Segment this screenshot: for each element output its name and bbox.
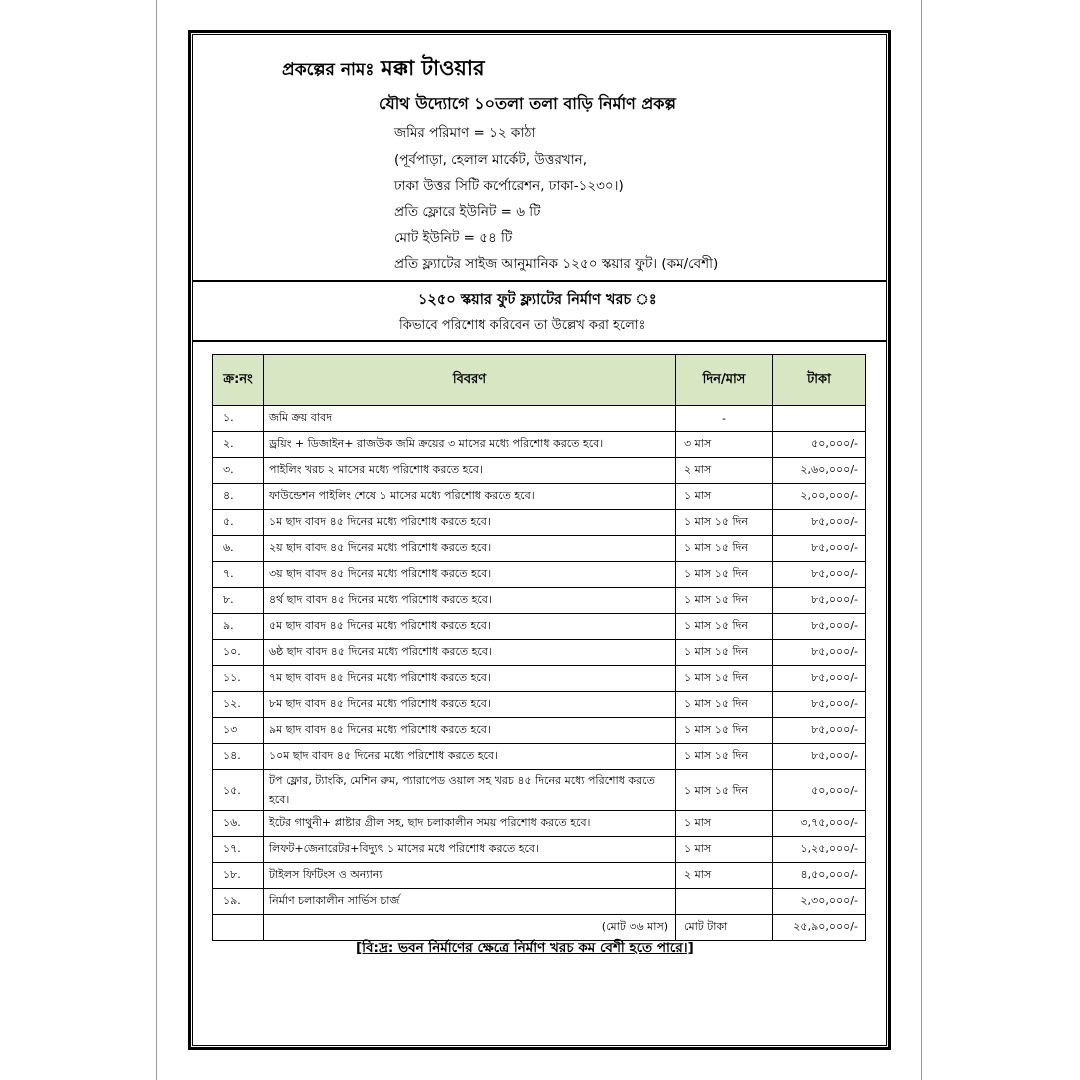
row-serial: ১৬. — [213, 811, 264, 837]
row-duration: ১ মাস ১৫ দিন — [676, 536, 773, 562]
header-amount: টাকা — [773, 355, 866, 406]
table-row — [213, 863, 866, 889]
row-amount: ২,৩০,০০০/- — [773, 889, 866, 915]
table-row — [213, 458, 866, 484]
units-per-floor: প্রতি ফ্লোরে ইউনিট = ৬ টি — [394, 204, 541, 220]
total-months: (মোট ৩৬ মাস) — [264, 915, 676, 941]
flat-size: প্রতি ফ্ল্যাটের সাইজ আনুমানিক ১২৫০ স্কয়ার ফুট। (কম/বেশী) — [394, 256, 719, 272]
row-serial: ২. — [213, 432, 264, 458]
total-units: মোট ইউনিট = ৫৪ টি — [394, 230, 513, 246]
row-serial: ১০. — [213, 640, 264, 666]
table-row — [213, 744, 866, 770]
table-row — [213, 614, 866, 640]
row-description: ড্রয়িং + ডিজাইন+ রাজউক জমি ক্রয়ের ৩ মাসের মধ্যে পরিশোধ করতে হবে। — [264, 432, 676, 458]
row-amount: ৮৫,০০০/- — [773, 614, 866, 640]
row-description: ফাউন্ডেশন পাইলিং শেষে ১ মাসের মধ্যে পরিশোধ করতে হবে। — [264, 484, 676, 510]
row-amount: ৮৫,০০০/- — [773, 718, 866, 744]
row-serial: ১১. — [213, 666, 264, 692]
disclaimer-note: [বি:দ্র: ভবন নির্মাণের ক্ষেত্রে নির্মাণ খরচ কম বেশী হতে পারে।] — [356, 940, 694, 956]
row-description: ৯ম ছাদ বাবদ ৪৫ দিনের মধ্যে পরিশোধ করতে হবে। — [264, 718, 676, 744]
row-serial: ১৮. — [213, 863, 264, 889]
row-serial: ১. — [213, 406, 264, 432]
row-duration: ৩ মাস — [676, 432, 773, 458]
section-divider-bottom — [192, 340, 887, 342]
row-description: জমি ক্রয় বাবদ — [264, 406, 676, 432]
row-serial: ৯. — [213, 614, 264, 640]
row-amount — [773, 406, 866, 432]
table-row — [213, 811, 866, 837]
land-area: জমির পরিমাণ = ১২ কাঠা — [394, 125, 536, 141]
row-description: নির্মাণ চলাকালীন সার্ভিস চার্জ — [264, 889, 676, 915]
row-serial: ৮. — [213, 588, 264, 614]
row-serial: ১৯. — [213, 889, 264, 915]
table-row — [213, 770, 866, 811]
row-amount: ৩,৭৫,০০০/- — [773, 811, 866, 837]
row-description: ১ম ছাদ বাবদ ৪৫ দিনের মধ্যে পরিশোধ করতে হবে। — [264, 510, 676, 536]
row-amount: ৮৫,০০০/- — [773, 510, 866, 536]
table-row — [213, 718, 866, 744]
row-description: ইটের গাথুনী+ প্লাষ্টার গ্রীল সহ, ছাদ চলাকালীন সময় পরিশোধ করতে হবে। — [264, 811, 676, 837]
row-serial: ১৫. — [213, 770, 264, 811]
table-row — [213, 666, 866, 692]
header-serial: ক্র:নং — [213, 355, 264, 406]
row-description: ৪র্থ ছাদ বাবদ ৪৫ দিনের মধ্যে পরিশোধ করতে হবে। — [264, 588, 676, 614]
header-duration: দিন/মাস — [676, 355, 773, 406]
total-amount: ২৫,৯০,০০০/- — [773, 915, 866, 941]
row-description: ১০ম ছাদ বাবদ ৪৫ দিনের মধ্যে পরিশোধ করতে হবে। — [264, 744, 676, 770]
cost-section-subtitle: কিভাবে পরিশোধ করিবেন তা উল্লেখ করা হলোঃ — [399, 318, 646, 333]
address-line-2: ঢাকা উত্তর সিটি কর্পোরেশন, ঢাকা-১২৩০।) — [394, 178, 624, 194]
table-row — [213, 692, 866, 718]
row-serial: ৫. — [213, 510, 264, 536]
table-row — [213, 484, 866, 510]
row-duration: - — [676, 406, 773, 432]
header-description: বিবরণ — [264, 355, 676, 406]
table-row — [213, 889, 866, 915]
row-duration: ১ মাস ১৫ দিন — [676, 744, 773, 770]
row-amount: ৫০,০০০/- — [773, 770, 866, 811]
row-description: ৭ম ছাদ বাবদ ৪৫ দিনের মধ্যে পরিশোধ করতে হবে। — [264, 666, 676, 692]
row-duration — [676, 889, 773, 915]
row-description: ২য় ছাদ বাবদ ৪৫ দিনের মধ্যে পরিশোধ করতে হবে। — [264, 536, 676, 562]
row-duration: ২ মাস — [676, 458, 773, 484]
row-serial: ৭. — [213, 562, 264, 588]
table-row — [213, 588, 866, 614]
payment-schedule-table — [212, 354, 866, 941]
row-amount: ৮৫,০০০/- — [773, 666, 866, 692]
row-duration: ১ মাস — [676, 837, 773, 863]
row-duration: ১ মাস ১৫ দিন — [676, 588, 773, 614]
row-serial: ১৪. — [213, 744, 264, 770]
row-duration: ১ মাস ১৫ দিন — [676, 614, 773, 640]
table-row — [213, 406, 866, 432]
table-row — [213, 536, 866, 562]
row-amount: ২,০০,০০০/- — [773, 484, 866, 510]
project-name: মক্কা টাওয়ার — [381, 56, 485, 80]
row-duration: ১ মাস ১৫ দিন — [676, 640, 773, 666]
row-description: ৮ম ছাদ বাবদ ৪৫ দিনের মধ্যে পরিশোধ করতে হবে। — [264, 692, 676, 718]
row-amount: ৮৫,০০০/- — [773, 562, 866, 588]
row-duration: ১ মাস — [676, 484, 773, 510]
row-duration: ১ মাস ১৫ দিন — [676, 562, 773, 588]
row-serial: ১৭. — [213, 837, 264, 863]
table-row — [213, 640, 866, 666]
row-duration: ১ মাস ১৫ দিন — [676, 510, 773, 536]
row-description: টপ ফ্লোর, ট্যাংকি, মেশিন রুম, প্যারাপেড ওয়াল সহ খরচ ৪৫ দিনের মধ্যে পরিশোধ করতে হবে। — [264, 770, 676, 811]
project-subtitle: যৌথ উদ্যোগে ১০তলা তলা বাড়ি নির্মাণ প্রকল্প — [379, 94, 676, 113]
table-row — [213, 510, 866, 536]
row-serial: ১৩ — [213, 718, 264, 744]
row-description: ৬ষ্ঠ ছাদ বাবদ ৪৫ দিনের মধ্যে পরিশোধ করতে হবে। — [264, 640, 676, 666]
row-duration: ১ মাস ১৫ দিন — [676, 770, 773, 811]
project-label: প্রকল্পের নামঃ — [282, 60, 375, 80]
row-amount: ১,২৫,০০০/- — [773, 837, 866, 863]
project-title — [282, 52, 485, 87]
row-serial: ৬. — [213, 536, 264, 562]
section-divider-top — [192, 280, 887, 282]
table-row — [213, 837, 866, 863]
row-duration: ১ মাস ১৫ দিন — [676, 666, 773, 692]
row-serial: ১২. — [213, 692, 264, 718]
row-amount: ৫০,০০০/- — [773, 432, 866, 458]
row-description: ৩য় ছাদ বাবদ ৪৫ দিনের মধ্যে পরিশোধ করতে হবে। — [264, 562, 676, 588]
row-amount: ৮৫,০০০/- — [773, 640, 866, 666]
total-label: মোট টাকা — [676, 915, 773, 941]
row-description: লিফট+জেনারেটর+বিদ্যুৎ ১ মাসের মধে পরিশোধ করতে হবে। — [264, 837, 676, 863]
row-duration: ২ মাস — [676, 863, 773, 889]
cost-section-title: ১২৫০ স্কয়ার ফুট ফ্ল্যাটের নির্মাণ খরচ ঃ — [418, 292, 657, 308]
table-header-row — [213, 355, 866, 406]
row-duration: ১ মাস ১৫ দিন — [676, 718, 773, 744]
address-line-1: (পূর্বপাড়া, হেলাল মার্কেট, উত্তরখান, — [394, 152, 587, 168]
row-duration: ১ মাস — [676, 811, 773, 837]
total-blank-cell — [213, 915, 264, 941]
row-description: ৫ম ছাদ বাবদ ৪৫ দিনের মধ্যে পরিশোধ করতে হবে। — [264, 614, 676, 640]
row-amount: ২,৬০,০০০/- — [773, 458, 866, 484]
row-description: পাইলিং খরচ ২ মাসের মধ্যে পরিশোধ করতে হবে। — [264, 458, 676, 484]
row-duration: ১ মাস ১৫ দিন — [676, 692, 773, 718]
row-amount: ৮৫,০০০/- — [773, 536, 866, 562]
row-amount: ৮৫,০০০/- — [773, 692, 866, 718]
table-row — [213, 562, 866, 588]
row-description: টাইলস ফিটিংস ও অন্যান্য — [264, 863, 676, 889]
row-amount: ৮৫,০০০/- — [773, 744, 866, 770]
row-serial: ৩. — [213, 458, 264, 484]
table-row — [213, 432, 866, 458]
row-serial: ৪. — [213, 484, 264, 510]
row-amount: ৮৫,০০০/- — [773, 588, 866, 614]
row-amount: ৪,৫০,০০০/- — [773, 863, 866, 889]
